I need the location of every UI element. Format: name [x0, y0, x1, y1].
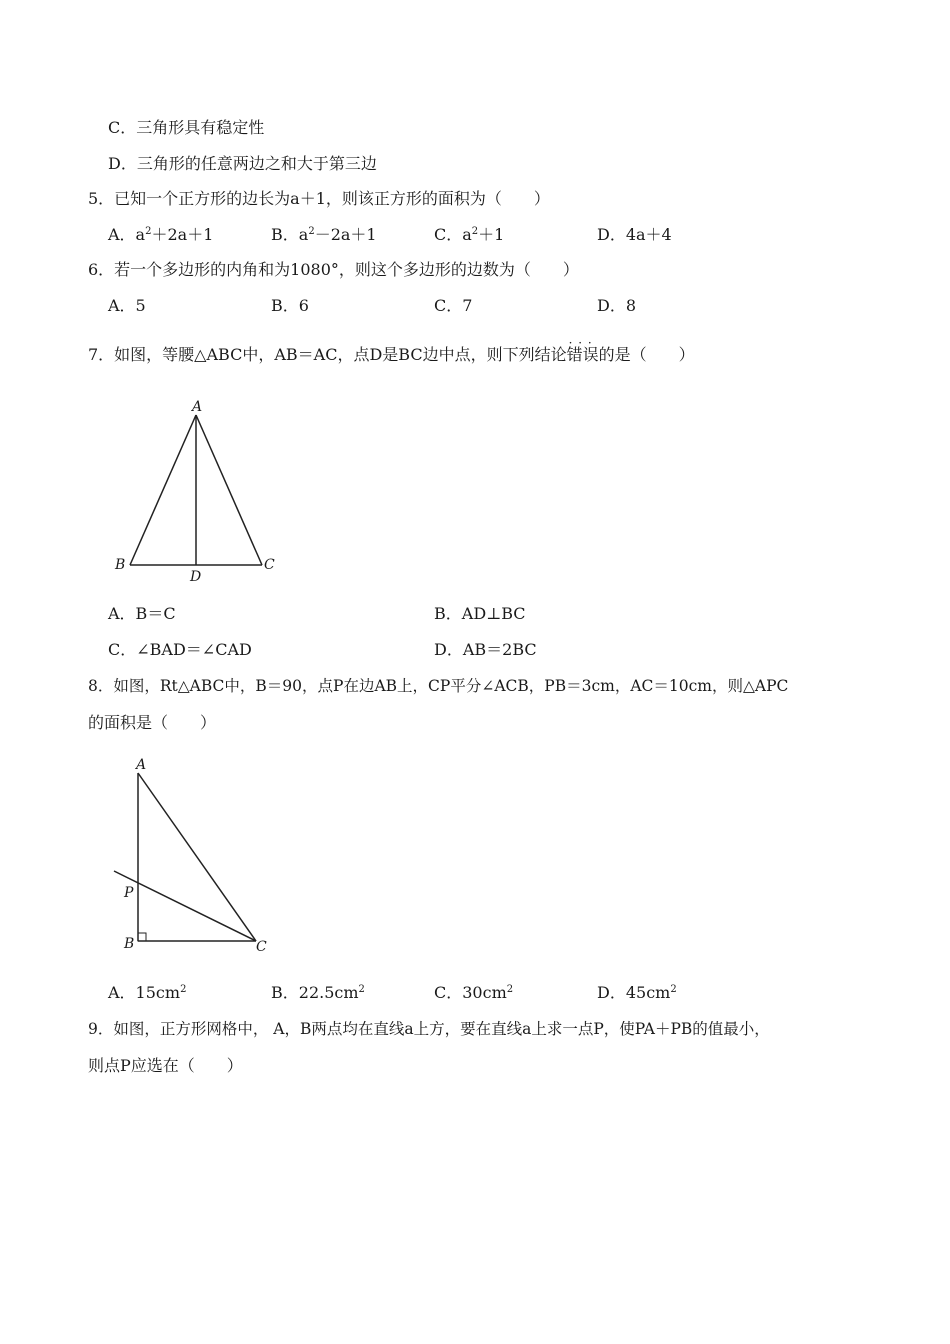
q7-option-b: B．AD⊥BC [434, 604, 526, 623]
q8-option-d: D．$45cm^2$ [597, 983, 677, 1002]
q7-label-a: A [192, 399, 203, 415]
q6-option-c: C．7 [434, 296, 473, 315]
q8-option-b: B．$22.5cm^2$ [271, 983, 365, 1002]
q6-option-a: A．5 [108, 296, 146, 315]
q7-label-b: B [115, 557, 126, 573]
q6-stem: 6．若一个多边形的内角和为1080°，则这个多边形的边数为（ ） [88, 260, 579, 279]
q4-option-c: C．三角形具有稳定性 [108, 118, 265, 137]
q8-right-triangle-figure [110, 755, 280, 960]
q8-label-a: A [136, 757, 147, 773]
q8-stem-line2: 的面积是（ ） [88, 713, 217, 732]
q6-option-b: B．6 [271, 296, 309, 315]
q4-option-d: D．三角形的任意两边之和大于第三边 [108, 154, 377, 173]
q9-stem-line1: 9．如图，正方形网格中， A，B两点均在直线a上方，要在直线a上求一点P，使PA＋PB的值最小， [88, 1020, 770, 1038]
q7-label-d: D [190, 569, 202, 585]
q7-stem: 7．如图，等腰△ABC中，AB＝AC，点D是BC边中点，则下列结论· · · 错误的是（ ） [88, 345, 695, 365]
q7-option-a: A．B＝C [108, 604, 176, 623]
q8-label-p: P [124, 885, 134, 901]
q8-label-b: B [124, 936, 135, 952]
q6-option-d: D．8 [597, 296, 637, 315]
q8-option-c: C．$30cm^2$ [434, 983, 514, 1002]
q5-option-c: C．$a^2+1$ [434, 225, 505, 244]
q7-emphasis-word: · · · 错误 [567, 345, 599, 365]
q8-label-c: C [256, 939, 267, 955]
q5-option-d: D．4a＋4 [597, 225, 672, 244]
q5-stem: 5．已知一个正方形的边长为a＋1，则该正方形的面积为（ ） [88, 189, 550, 208]
q7-side-ac [196, 415, 262, 565]
q7-side-ab [130, 415, 196, 565]
q7-isosceles-triangle-figure [110, 395, 290, 585]
q7-option-d: D．AB＝2BC [434, 640, 537, 659]
q5-option-b: B．$a^2-2a+1$ [271, 225, 377, 244]
q5-option-a: A．$a^2+2a+1$ [108, 225, 214, 244]
q7-option-c: C．∠BAD＝∠CAD [108, 640, 252, 659]
q8-option-a: A．$15cm^2$ [108, 983, 187, 1002]
q8-right-angle-mark [138, 933, 146, 941]
q8-bisector-cp [114, 871, 256, 941]
q8-stem-line1: 8．如图，Rt△ABC中，B＝90，点P在边AB上，CP平分∠ACB，PB＝3cm，AC＝10cm，则△APC [88, 677, 789, 695]
q8-side-ac [138, 773, 256, 941]
q7-label-c: C [264, 557, 275, 573]
q9-stem-line2: 则点P应选在（ ） [88, 1056, 243, 1075]
